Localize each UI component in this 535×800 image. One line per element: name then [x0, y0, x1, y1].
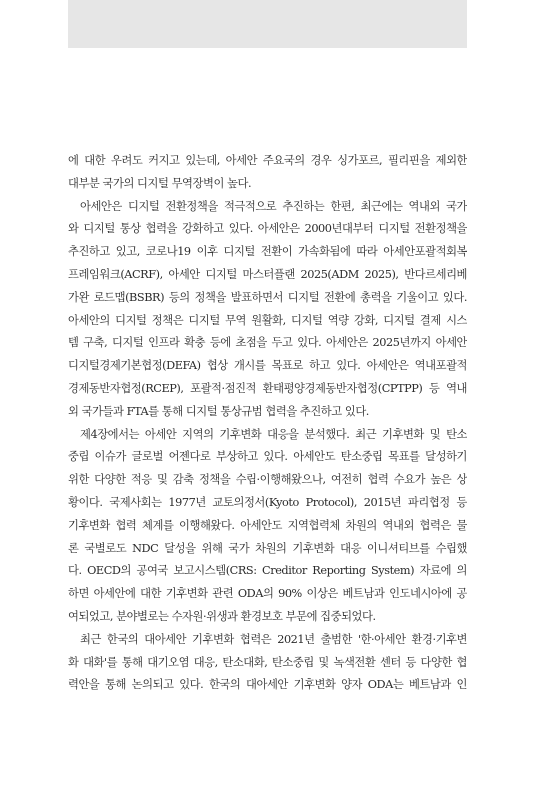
text-line: 추진하고 있고, 코로나19 이후 디지털 전환이 가속화됨에 따라 아세안포괄적회복 — [68, 245, 467, 259]
text-line: 에 대한 우려도 커지고 있는데, 아세안 주요국의 경우 싱가포르, 필리핀을 제외한 — [68, 154, 467, 167]
paragraph-start-line: 아세안은 디지털 전환정책을 적극적으로 추진하는 한편, 최근에는 역내외 국가 — [80, 199, 467, 213]
text-line: 아세안의 디지털 정책은 디지털 무역 원활화, 디지털 역량 강화, 디지털 결제 시스 — [68, 313, 467, 327]
text-line: 템 구축, 디지털 인프라 확충 등에 초점을 두고 있다. 아세안은 2025년까지 아세안 — [68, 336, 467, 350]
text-line: 화 대화'를 통해 대기오염 대응, 탄소대화, 탄소중립 및 녹색전환 센터 등 다양한 협 — [68, 655, 467, 669]
text-line: 프레임워크(ACRF), 아세안 디지털 마스터플랜 2025(ADM 2025), 반다르세리베 — [68, 267, 467, 281]
text-line: 다. OECD의 공여국 보고시스템(CRS: Creditor Reporting System) 자료에 의 — [68, 564, 467, 578]
text-line: 외 국가들과 FTA를 통해 디지털 통상규범 협력을 추진하고 있다. — [68, 404, 369, 418]
text-line: 기후변화 협력 체계를 이행해왔다. 아세안도 지역협력체 차원의 역내외 협력은 물 — [68, 518, 467, 532]
text-line: 중립 이슈가 글로벌 어젠다로 부상하고 있다. 아세안도 탄소중립 목표를 달성하기 — [68, 450, 467, 464]
text-line: 위한 다양한 적응 및 감축 정책을 수립·이행해왔으나, 여전히 협력 수요가 높은 상 — [68, 473, 467, 487]
paragraph-start-line: 제4장에서는 아세안 지역의 기후변화 대응을 분석했다. 최근 기후변화 및 탄소 — [80, 427, 467, 441]
page-header-band — [68, 0, 467, 48]
text-line: 경제동반자협정(RCEP), 포괄적·점진적 환태평양경제동반자협정(CPTPP) 등 역내 — [68, 381, 467, 395]
text-line: 황이다. 국제사회는 1977년 교토의정서(Kyoto Protocol), 2015년 파리협정 등 — [68, 495, 467, 509]
text-line: 론 국별로도 NDC 달성을 위해 국가 차원의 기후변화 대응 이니셔티브를 수립했 — [68, 541, 467, 555]
paragraph-start-line: 최근 한국의 대아세안 기후변화 협력은 2021년 출범한 '한·아세안 환경·기후변 — [80, 632, 467, 646]
text-line: 하면 아세안에 대한 기후변화 관련 ODA의 90% 이상은 베트남과 인도네시아에 공 — [68, 587, 467, 601]
text-line: 와 디지털 통상 협력을 강화하고 있다. 아세안은 2000년대부터 디지털 전환정책을 — [68, 222, 467, 236]
text-line: 력안을 통해 논의되고 있다. 한국의 대아세안 기후변화 양자 ODA는 베트남과 인 — [68, 678, 467, 692]
text-line: 가완 로드맵(BSBR) 등의 정책을 발표하면서 디지털 전환에 총력을 기울이고 있다. — [68, 290, 467, 304]
text-line: 디지털경제기본협정(DEFA) 협상 개시를 목표로 하고 있다. 아세안은 역내포괄적 — [68, 359, 467, 373]
text-line: 여되었고, 분야별로는 수자원·위생과 환경보호 부문에 집중되었다. — [68, 609, 376, 623]
text-line: 대부분 국가의 디지털 무역장벽이 높다. — [68, 176, 252, 190]
document-body — [68, 150, 467, 697]
